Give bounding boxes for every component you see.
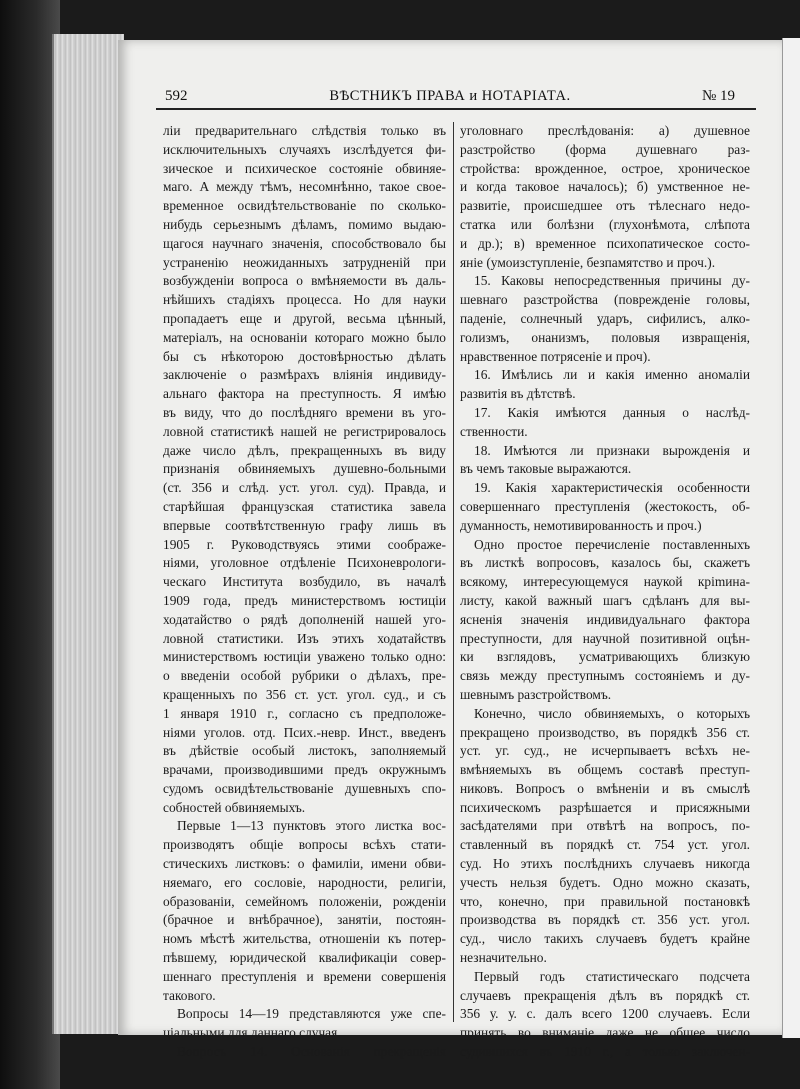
column-divider (453, 122, 454, 1022)
text-line: впервые соотвѣтственную графу лишь въ (163, 517, 446, 533)
text-line: въ листкѣ вопросовъ, казалось бы, скажетъ (460, 555, 750, 571)
text-line: нравственное потрясеніе и проч). (460, 348, 651, 364)
book-binding-shadow (0, 0, 60, 1089)
text-line: (ст. 356 и слѣд. уст. угол. суд). Правда, и (163, 480, 446, 496)
text-line: преступности, для научной позитивной оцѣн- (460, 630, 750, 646)
text-line: шевнымъ разстройствомъ. (460, 686, 612, 702)
text-line: возбужденіи вопроса о вмѣняемости въ даль- (163, 273, 446, 289)
running-header (165, 88, 735, 110)
text-line: психическомъ разрѣшается и присяжными (460, 799, 750, 815)
page-edges (52, 34, 124, 1034)
text-line: ніями, уголовное отдѣленіе Психоневрологи- (163, 555, 446, 571)
text-line: и др.); в) временное психопатическое состо- (460, 235, 750, 251)
text-line: засѣдателями при отвѣтѣ на вопросъ, по- (460, 818, 750, 834)
text-line: развитія въ дѣтствѣ. (460, 386, 576, 402)
text-line: 1905 г. Руководствуясь этими соображе- (163, 536, 446, 552)
text-line: собностей обвиняемыхъ. (163, 799, 306, 815)
text-line: ческаго Института возбудило, въ началѣ (163, 574, 446, 590)
text-line: 1 января 1910 г., согласно съ предположе- (163, 705, 446, 721)
text-line: Вопросъ 14. Основанія прекращенія (177, 1044, 446, 1060)
text-line: голизмъ, онанизмъ, половыя извращенія, (460, 329, 750, 345)
text-line: стройства: врожденное, острое, хроническое (460, 160, 750, 176)
journal-title: ВѢСТНИКЪ ПРАВА и НОТАРІАТА. (329, 88, 571, 104)
text-line: стическихъ листковъ: о фамиліи, имени обви- (163, 856, 446, 872)
text-line: исключительныхъ случаяхъ изслѣдуется фи- (163, 141, 446, 157)
text-line: маго. А между тѣмъ, несомнѣнно, такое свое- (163, 179, 446, 195)
text-line: совершеннаго преступленія (жестокость, об- (460, 498, 750, 514)
text-line: уголовнаго преслѣдованія: а) душевное (460, 123, 750, 138)
text-line: щагося научнаго значенія, способствовало бы (163, 235, 446, 251)
text-line: въ дѣйствіе особый листокъ, заполняемый (163, 743, 446, 759)
text-line: 16. Имѣлись ли и какія именно аномаліи (474, 367, 750, 383)
text-line: ціальными для даннаго случая. (163, 1025, 341, 1041)
text-line: что, конечно, при правильной постановкѣ (460, 893, 750, 909)
issue-number: № 19 (701, 88, 735, 104)
text-line: уст. уг. суд., не исчерпываетъ всѣхъ не- (460, 743, 750, 759)
text-line: пропадаетъ еще и другой, весьма цѣнный, (163, 310, 446, 326)
text-line: паденіе, солнечный ударъ, сифилисъ, алко- (460, 310, 750, 326)
text-line: и когда таковое началось); б) умственное не- (460, 179, 750, 195)
text-line: прекращено производство, въ порядкѣ 356 ст. (460, 724, 750, 740)
text-line: номъ мѣстѣ жительства, отношеніи къ потер- (163, 931, 446, 947)
text-line: образованіи, семейномъ положеніи, рожденіи (163, 893, 446, 909)
text-line: Первый годъ статистическаго подсчета (474, 968, 750, 984)
text-line: 18. Имѣются ли признаки вырожденія и (474, 442, 750, 458)
text-line: случаевъ прекращенія дѣлъ въ порядкѣ ст. (460, 987, 750, 1003)
text-line: о введеніи особой рубрики о дѣлахъ, пре- (163, 668, 446, 684)
text-line: альнаго фактора на преступность. Я имѣю (163, 386, 446, 402)
text-line: ходатайство о рядѣ дополненій нашей уго- (163, 611, 446, 627)
text-line: устраненію неожиданныхъ затрудненій при (163, 254, 446, 270)
text-line: Вопросы 14—19 представляются уже спе- (177, 1006, 446, 1022)
header-rule (156, 108, 756, 110)
text-line: 19. Какія характеристическія особенности (474, 480, 750, 496)
text-line: няемаго, его сословіе, народности, религіи, (163, 874, 446, 890)
text-line: матеріалъ, на основаніи котораго можно было (163, 329, 446, 345)
facing-page-edge (782, 38, 800, 1038)
text-line: Конечно, число обвиняемыхъ, о которыхъ (474, 705, 750, 721)
text-line: нибудь серьезнымъ дѣламъ, помимо выдаю- (163, 216, 446, 232)
text-line: яніе (умоизступленіе, безпамятство и проч.). (460, 254, 716, 270)
text-line: бы съ нѣкоторою достовѣрностью дѣлать (163, 348, 446, 364)
text-line: разстройство (форма душевнаго раз- (460, 141, 750, 157)
text-line: (брачное и внѣбрачное), занятіи, постоян- (163, 912, 446, 928)
text-line: 17. Какія имѣются данныя о наслѣд- (474, 404, 750, 420)
text-line: шевнаго разстройства (поврежденіе головы, (460, 292, 750, 308)
text-line: шеннаго преступленія и времени совершенія (163, 968, 446, 984)
text-line: принять во вниманіе даже не общее число (460, 1025, 750, 1041)
right-text-column (460, 122, 750, 1062)
text-line: въ виду, что до послѣдняго времени въ уго- (163, 404, 446, 420)
text-line: ніями уголов. отд. Псих.-невр. Инст., введенъ (163, 724, 446, 740)
text-line: развитіе, происшедшее отъ тѣлеснаго недо- (460, 198, 750, 214)
text-line: старѣйшая французская статистика завела (163, 498, 446, 514)
text-line: пѣвшему, юридической квалификаціи совер- (163, 950, 446, 966)
text-line: министерствомъ юстиціи уважено только одно: (163, 649, 446, 665)
text-line: врачами, производившими предъ окружнымъ (163, 762, 446, 778)
text-line: судомъ освидѣтельствованіе душевныхъ спо- (163, 780, 446, 796)
text-line: ліи предварительнаго слѣдствія только въ (163, 123, 446, 138)
text-line: ственности. (460, 423, 528, 439)
text-line: ловной статистикѣ нашей не регистрировалось (163, 423, 446, 439)
text-line: 15. Каковы непосредственныя причины ду- (474, 273, 750, 289)
text-line: думанность, немотивированность и проч.) (460, 517, 702, 533)
text-line: нѣйшихъ стадіяхъ процесса. Но для науки (163, 292, 446, 308)
text-line: никовъ. Вопросъ о вмѣненіи и въ смыслѣ (460, 780, 750, 796)
text-line: такового. (163, 987, 216, 1003)
text-line: ки взглядовъ, усматривающихъ близкую (460, 649, 750, 665)
text-line: ставленный въ порядкѣ ст. 754 уст. угол. (460, 837, 750, 853)
text-line: производства въ порядкѣ ст. 356 уст. угол. (460, 912, 750, 928)
text-line: статка или болѣзни (глухонѣмота, слѣпота (460, 216, 750, 232)
text-line: зическое и психическое состояніе обвиняе- (163, 160, 446, 176)
text-line: связь между преступнымъ состояніемъ и ду- (460, 668, 750, 684)
left-text-column (163, 122, 446, 1062)
text-line: признанія обвиняемыхъ душевно-больными (163, 461, 446, 477)
text-line: ясненія значенія индивидуальнаго фактора (460, 611, 750, 627)
text-line: всякому, интересующемуся наукой крimина- (460, 574, 750, 590)
text-line: временное освидѣтельствованіе по сколько- (163, 198, 446, 214)
page-number: 592 (165, 88, 188, 104)
text-line: судившихся въ 1910 г., а только заключен- (460, 1044, 750, 1060)
text-line: даже число дѣлъ, прекращенныхъ въ виду (163, 442, 446, 458)
text-line: вмѣняемыхъ въ общемъ составѣ преступ- (460, 762, 750, 778)
text-line: Одно простое перечисленіе поставленныхъ (474, 536, 750, 552)
text-line: производятъ общіе вопросы всѣхъ стати- (163, 837, 446, 853)
text-line: кращенныхъ по 356 ст. уст. угол. суд., и съ (163, 686, 446, 702)
text-line: незначительно. (460, 950, 547, 966)
text-line: ловной статистики. Изъ этихъ ходатайствъ (163, 630, 446, 646)
text-line: 1909 года, предъ министерствомъ юстиціи (163, 592, 446, 608)
text-line: въ чемъ таковые выражаются. (460, 461, 632, 477)
text-line: суд., число такихъ случаевъ будетъ крайне (460, 931, 750, 947)
text-line: учесть нельзя будетъ. Одно можно сказать, (460, 874, 750, 890)
text-line: суд. Но этихъ послѣднихъ случаевъ никогда (460, 856, 750, 872)
text-line: заключеніе о размѣрахъ вліянія индивиду- (163, 367, 446, 383)
text-line: листу, какой важный шагъ сдѣланъ для вы- (460, 592, 750, 608)
text-line: Первые 1—13 пунктовъ этого листка вос- (177, 818, 446, 834)
text-line: 356 у. у. с. далъ всего 1200 случаевъ. Если (460, 1006, 750, 1022)
